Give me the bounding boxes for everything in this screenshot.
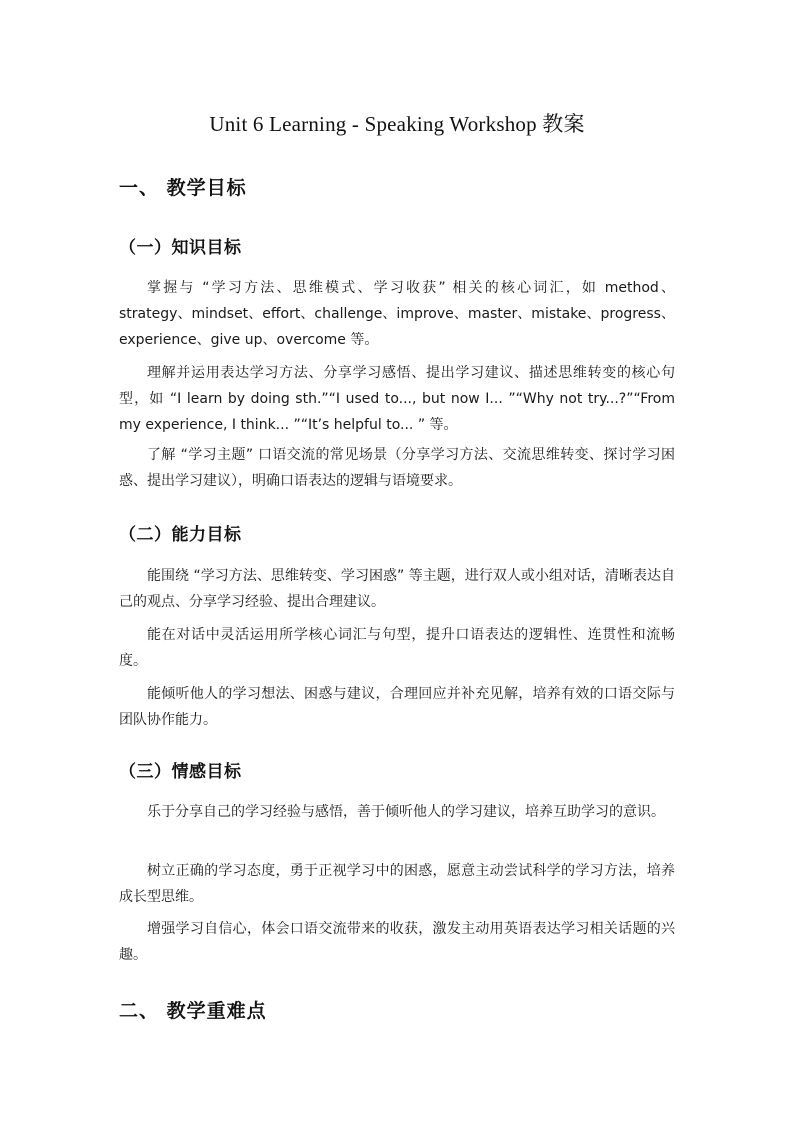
paragraph-knowledge-2: 理解并运用表达学习方法、分享学习感悟、提出学习建议、描述思维转变的核心句型，如 “I learn by doing sth.”“I used to..., but now I... ”“Why not try...?”“From my experience, I think... ”“It’s helpful to... ” 等。 bbox=[119, 365, 675, 433]
paragraph-emotion-3: 增强学习自信心，体会口语交流带来的收获，激发主动用英语表达学习相关话题的兴趣。 bbox=[119, 921, 675, 963]
section-heading-teaching-goals: 一、 教学目标 bbox=[119, 177, 247, 199]
paragraph-ability-2: 能在对话中灵活运用所学核心词汇与句型，提升口语表达的逻辑性、连贯性和流畅度。 bbox=[119, 627, 675, 669]
subsection-heading-knowledge: （一）知识目标 bbox=[119, 238, 242, 258]
paragraph-ability-3: 能倾听他人的学习想法、困惑与建议，合理回应并补充见解，培养有效的口语交际与团队协作能力。 bbox=[119, 686, 675, 728]
paragraph-knowledge-3: 了解 “学习主题” 口语交流的常见场景（分享学习方法、交流思维转变、探讨学习困惑、提出学习建议），明确口语表达的逻辑与语境要求。 bbox=[119, 447, 675, 489]
paragraph-emotion-1: 乐于分享自己的学习经验与感悟，善于倾听他人的学习建议，培养互助学习的意识。 bbox=[147, 804, 665, 820]
subsection-heading-ability: （二）能力目标 bbox=[119, 525, 242, 545]
section-heading-key-difficult-points: 二、 教学重难点 bbox=[119, 1000, 267, 1022]
paragraph-ability-1: 能围绕 “学习方法、思维转变、学习困惑” 等主题，进行双人或小组对话，清晰表达自己的观点、分享学习经验、提出合理建议。 bbox=[119, 568, 675, 610]
document-title: Unit 6 Learning - Speaking Workshop 教案 bbox=[209, 112, 585, 136]
subsection-heading-emotion: （三）情感目标 bbox=[119, 762, 242, 782]
paragraph-knowledge-1: 掌握与 “学习方法、思维模式、学习收获” 相关的核心词汇，如 method、strategy、mindset、effort、challenge、improve、master、mistake、progress、experience、give up、overcome 等。 bbox=[119, 280, 675, 348]
paragraph-emotion-2: 树立正确的学习态度，勇于正视学习中的困惑，愿意主动尝试科学的学习方法，培养成长型思维。 bbox=[119, 863, 675, 905]
